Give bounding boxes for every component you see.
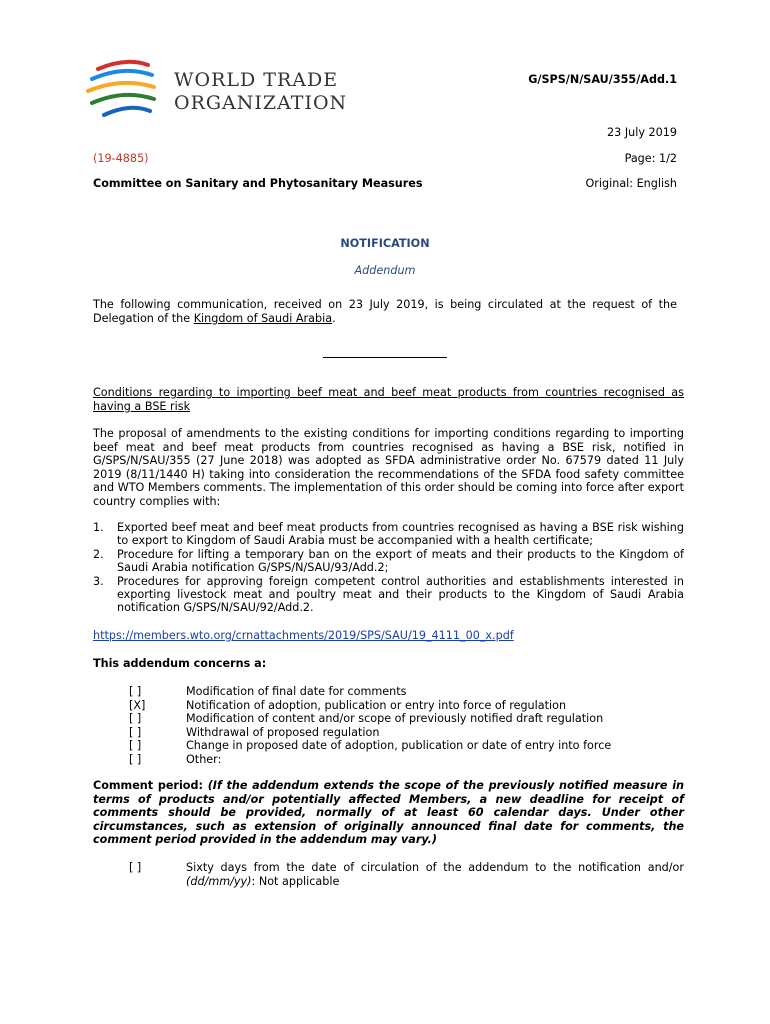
comment-period-label: Comment period: bbox=[93, 779, 208, 792]
org-name-line2: ORGANIZATION bbox=[174, 92, 348, 114]
checkbox[interactable]: [ ] bbox=[129, 685, 142, 698]
org-name-line1: WORLD TRADE bbox=[174, 69, 339, 91]
comment-period bbox=[93, 779, 684, 847]
list-item: 3. Procedures for approving foreign competent control authorities and establishments interested in exporting livestock meat and poultry meat and their products to the Kingdom of Saudi Arabia notification G/SPS/N/SAU/92/Add.2. bbox=[93, 574, 684, 615]
section-heading: Conditions regarding to importing beef meat and beef meat products from countries recognised as having a BSE risk bbox=[93, 386, 684, 413]
list-item: 1. Exported beef meat and beef meat products from countries recognised as having a BSE risk wishing to export to Kingdom of Saudi Arabia must be accompanied with a health certificate; bbox=[93, 521, 684, 548]
document-date: 23 July 2019 bbox=[607, 126, 677, 139]
list-item: 2. Procedure for lifting a temporary ban on the export of meats and their products to the Kingdom of Saudi Arabia notification G/SPS/N/SAU/93/Add.2; bbox=[93, 547, 684, 575]
checklist-row: [ ] Modification of content and/or scope of previously notified draft regulation bbox=[129, 712, 604, 725]
checklist-row: [ ] Modification of final date for comments bbox=[129, 685, 407, 698]
intro-text: The following communication, received on 23 July 2019, is being circulated at the request of the Delegation of the bbox=[93, 298, 677, 325]
concerns-label: This addendum concerns a: bbox=[93, 657, 267, 670]
checklist-row: [ ] Withdrawal of proposed regulation bbox=[129, 725, 380, 739]
checkbox[interactable]: [ ] bbox=[129, 725, 142, 739]
logo-arc-yellow bbox=[88, 83, 154, 91]
logo-arc-blue bbox=[92, 71, 152, 79]
checkbox-checked[interactable]: [X] bbox=[129, 698, 146, 712]
checkbox[interactable]: [ ] bbox=[129, 739, 142, 752]
checklist-row: [X] Notification of adoption, publication or entry into force of regulation bbox=[129, 698, 567, 712]
body-paragraph: The proposal of amendments to the existing conditions for importing conditions regarding to importing beef meat and beef meat products from countries recognised as having a BSE risk, notified in G/SPS/N/SAU/355 (27 June 2018) was adopted as SFDA administrative order No. 67579 dated 11 July 2019 (8/11/1440 H) taking into consideration the recommendations of the SFDA food safety committee and WTO Members comments. The implementation of this order should be coming into force after export country complies with: bbox=[93, 427, 684, 508]
page-title: NOTIFICATION bbox=[340, 237, 430, 250]
concerns-checklist bbox=[129, 685, 611, 766]
logo-arc-red bbox=[98, 62, 148, 69]
separator-line bbox=[323, 357, 447, 358]
comment-period-text: (If the addendum extends the scope of the previously notified measure in terms of products and/or potentially affected Members, a new deadline for receipt of comments should be provided, normally of at least 60 calendar days. Under other circumstances, such as extension of originally announced final date for comments, the comment period provided in the addendum may vary.) bbox=[93, 779, 684, 846]
logo-arc-green bbox=[92, 95, 154, 103]
checkbox[interactable]: [ ] bbox=[129, 752, 142, 766]
document-symbol: G/SPS/N/SAU/355/Add.1 bbox=[528, 73, 677, 86]
attachment-link[interactable]: https://members.wto.org/crnattachments/2019/SPS/SAU/19_4111_00_x.pdf bbox=[93, 629, 514, 642]
org-name bbox=[174, 70, 347, 116]
committee-name: Committee on Sanitary and Phytosanitary Measures bbox=[93, 177, 423, 190]
intro-paragraph: The following communication, received on 23 July 2019, is being circulated at the request of the Delegation of the Kingdom of Saudi Arabia. bbox=[93, 298, 677, 325]
page-number: Page: 1/2 bbox=[624, 152, 677, 165]
reference-number: (19-4885) bbox=[93, 152, 149, 165]
checkbox[interactable]: [ ] bbox=[129, 712, 142, 725]
checklist-row: [ ] Other: bbox=[129, 752, 222, 766]
checklist-row: [ ] Change in proposed date of adoption, publication or date of entry into force bbox=[129, 739, 612, 752]
page-subtitle: Addendum bbox=[354, 264, 416, 277]
logo-arc-blue2 bbox=[104, 108, 150, 115]
member-name: Kingdom of Saudi Arabia bbox=[193, 311, 333, 325]
sixty-days-option: [ ] Sixty days from the date of circulation of the addendum to the notification and/or (dd/mm/yy): Not applicable bbox=[129, 861, 684, 888]
conditions-list bbox=[93, 521, 684, 615]
original-language: Original: English bbox=[585, 177, 677, 190]
checkbox[interactable]: [ ] bbox=[129, 861, 142, 874]
